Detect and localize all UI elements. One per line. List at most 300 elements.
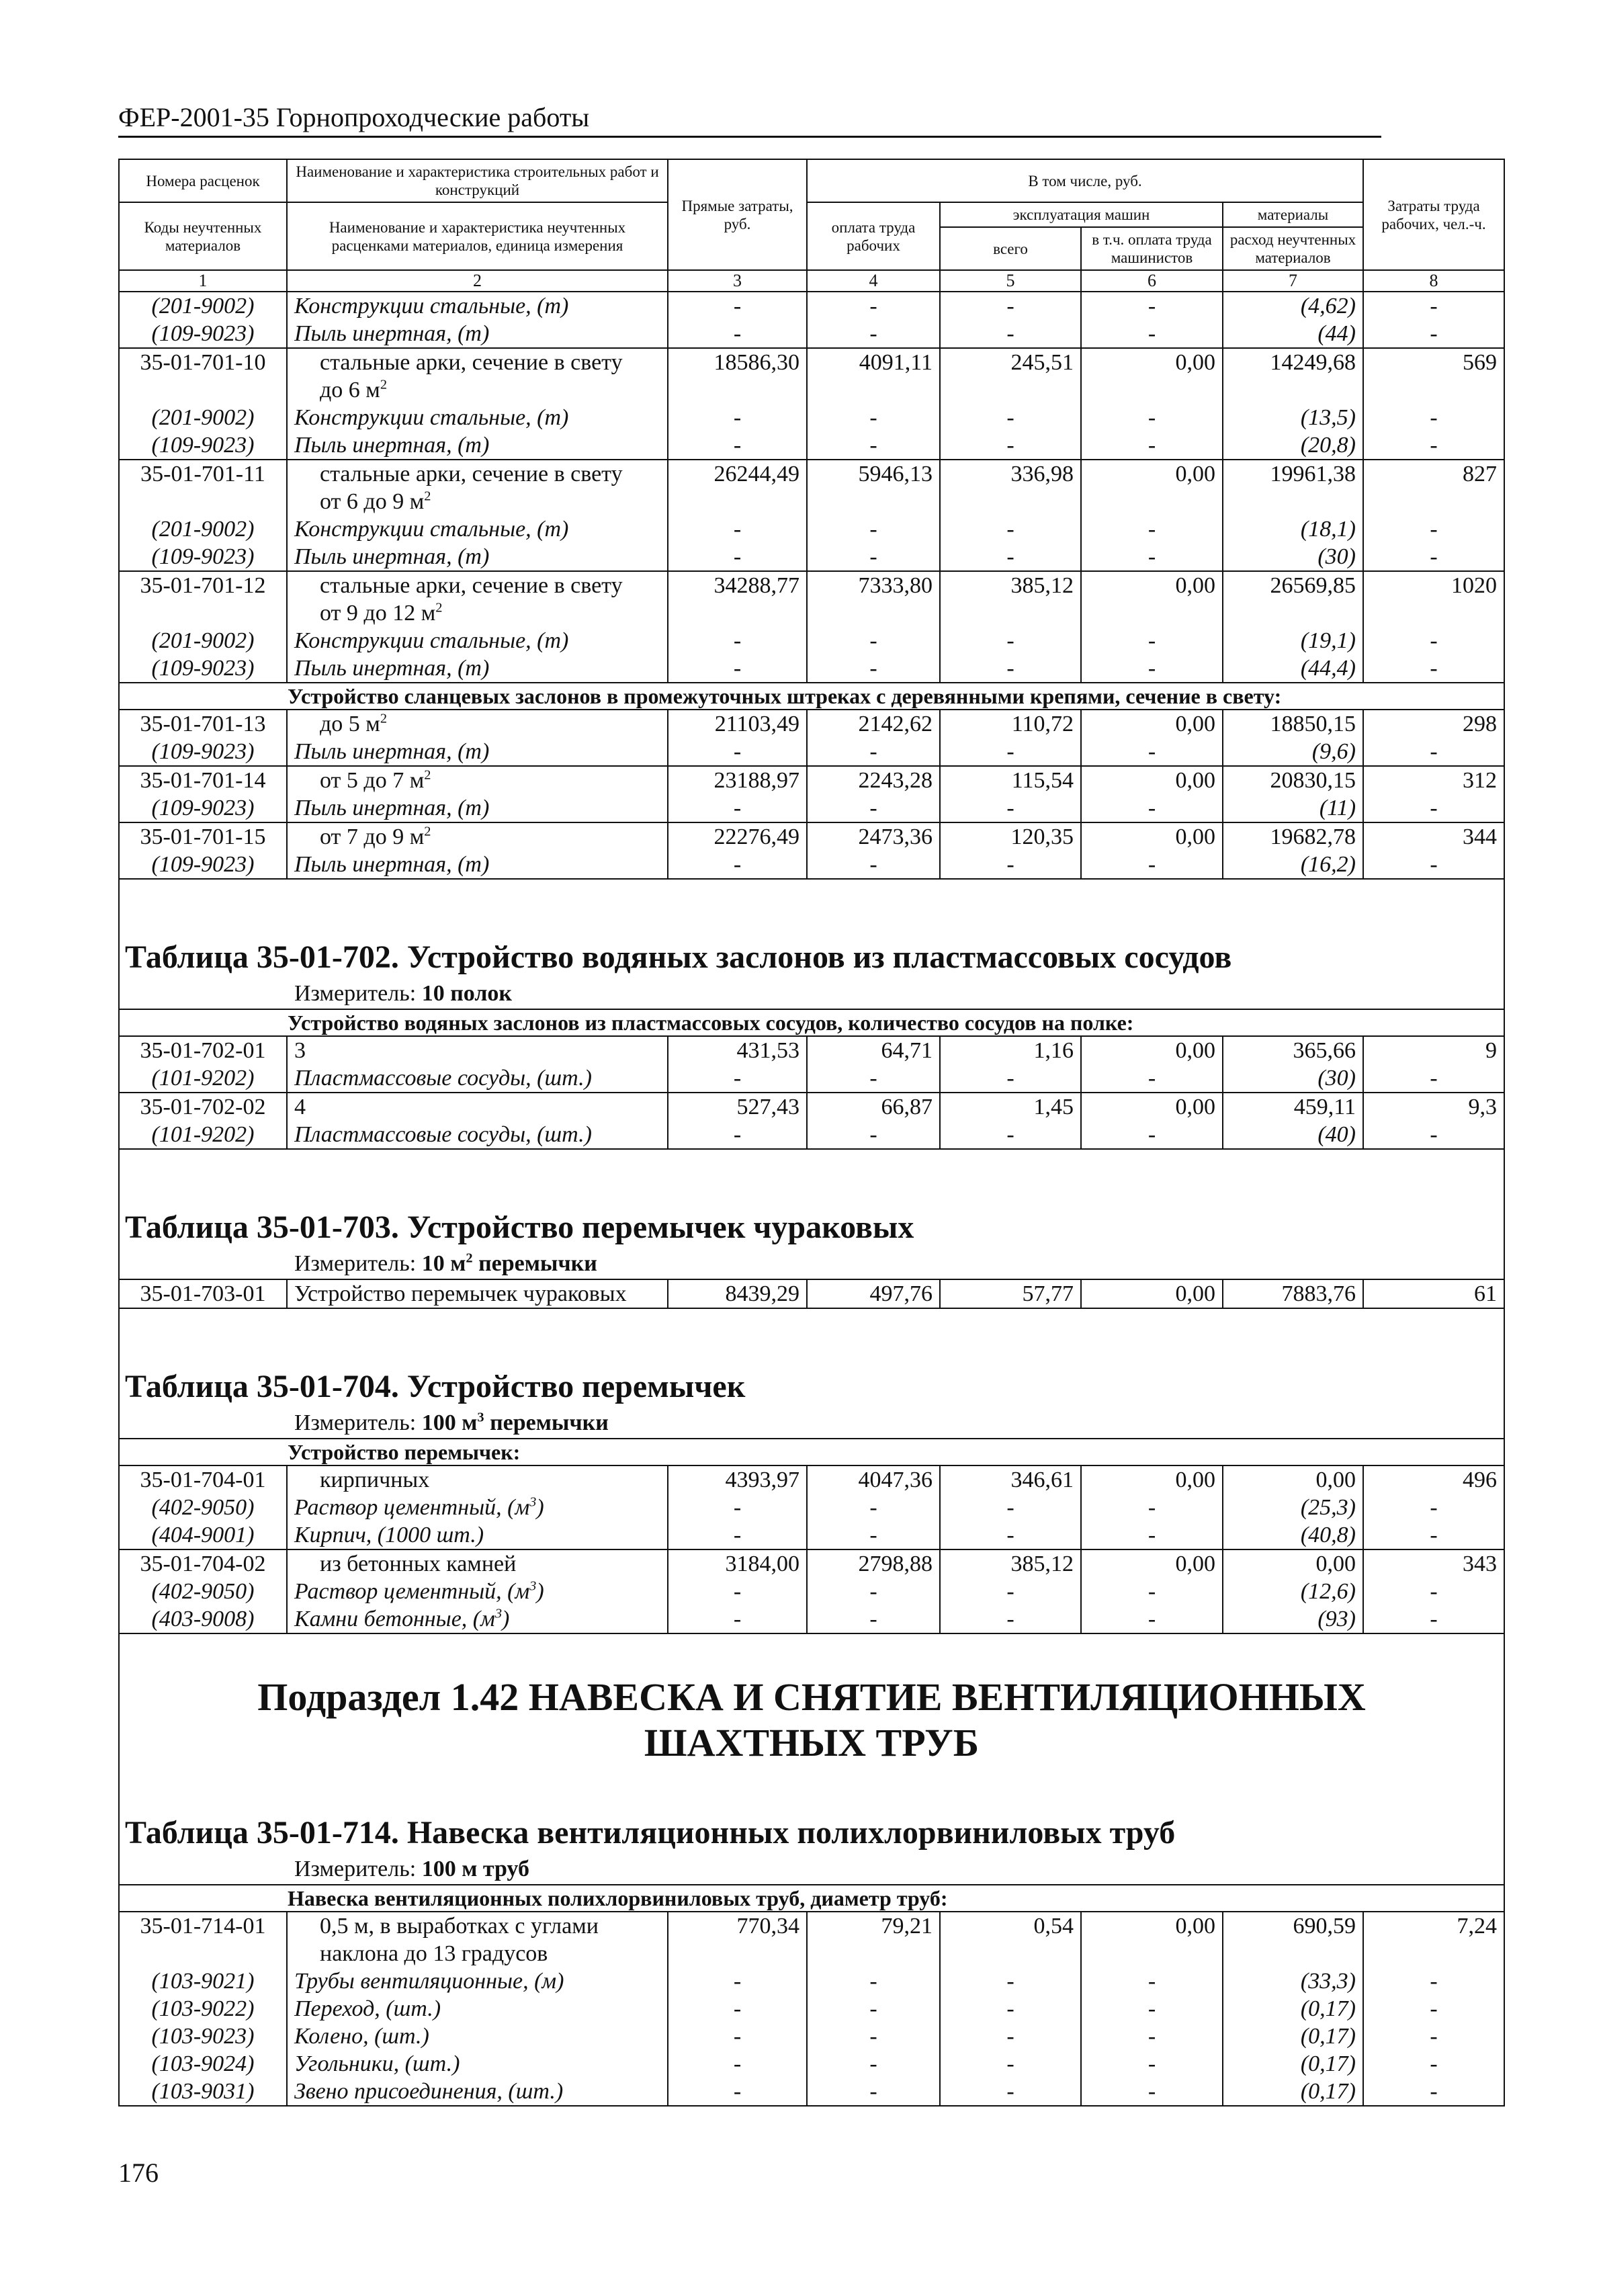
materials-value-text: (13,5): [1300, 405, 1356, 430]
row-name: [287, 2023, 668, 2050]
materials-value: [1223, 571, 1363, 627]
machinists-wages-text: -: [1148, 294, 1156, 318]
material-row: [119, 1995, 1504, 2023]
machinists-wages: [1081, 1912, 1223, 1967]
measure-label: Измеритель:: [294, 1410, 417, 1435]
machines-total: [940, 738, 1081, 766]
workers-wages-text: -: [869, 1969, 877, 1994]
row-code-text: (109-9023): [151, 796, 255, 820]
measure-label: Измеритель:: [294, 1251, 417, 1276]
machinists-wages-text: -: [1148, 1996, 1156, 2021]
row-name: [287, 1465, 668, 1494]
direct-costs-text: -: [733, 2024, 742, 2049]
rate-row: [119, 348, 1504, 404]
workers-wages-text: -: [869, 656, 877, 681]
direct-costs: [668, 1036, 807, 1064]
row-code: [119, 404, 287, 431]
materials-value-text: 690,59: [1293, 1914, 1356, 1939]
workers-wages-text: -: [869, 2024, 877, 2049]
row-name-text: от 5 до 7 м: [320, 768, 425, 793]
labor-hours-text: -: [1430, 1579, 1438, 1604]
material-row: [119, 1494, 1504, 1521]
machinists-wages-text: -: [1148, 517, 1156, 542]
workers-wages-text: -: [869, 852, 877, 877]
material-row: [119, 738, 1504, 766]
header-material-codes: Коды неучтенных материалов: [119, 202, 287, 270]
direct-costs-text: 21103,49: [714, 712, 799, 736]
row-code-text: (103-9023): [151, 2024, 255, 2049]
workers-wages: [807, 2023, 940, 2050]
workers-wages: [807, 460, 940, 515]
machines-total-text: -: [1006, 405, 1014, 430]
materials-value-text: (4,62): [1300, 294, 1356, 318]
material-row: [119, 851, 1504, 879]
workers-wages: [807, 1465, 940, 1494]
measure-label: Измеритель:: [294, 981, 417, 1006]
machinists-wages-text: -: [1148, 1607, 1156, 1631]
machines-total-text: -: [1006, 2024, 1014, 2049]
workers-wages-text: 4047,36: [858, 1468, 933, 1492]
machines-total-text: 120,35: [1010, 824, 1074, 849]
machinists-wages-text: -: [1148, 433, 1156, 458]
workers-wages: [807, 627, 940, 654]
row-name: [287, 1967, 668, 1995]
row-code-text: (402-9050): [151, 1579, 255, 1604]
machines-total-text: -: [1006, 1579, 1014, 1604]
materials-value: [1223, 794, 1363, 822]
direct-costs-text: -: [733, 1122, 742, 1147]
row-name-text: Конструкции стальные, (т): [294, 294, 569, 318]
machines-total: [940, 571, 1081, 627]
machines-total: [940, 1967, 1081, 1995]
material-row: [119, 2050, 1504, 2078]
materials-value: [1223, 1036, 1363, 1064]
row-code-text: 35-01-701-10: [140, 350, 266, 375]
row-code: [119, 794, 287, 822]
section-heading: Устройство сланцевых заслонов в промежуточных штреках с деревянными крепями, сечение в свету:: [119, 683, 1504, 710]
machines-total-text: 385,12: [1010, 573, 1074, 598]
machinists-wages-text: -: [1148, 2051, 1156, 2076]
material-row: [119, 1121, 1504, 1149]
row-name-text: из бетонных камней: [320, 1551, 517, 1576]
row-name-text: стальные арки, сечение в свету: [320, 350, 623, 375]
workers-wages-text: 7333,80: [858, 573, 933, 598]
row-name-text: Конструкции стальные, (т): [294, 628, 569, 653]
workers-wages: [807, 1549, 940, 1578]
labor-hours-text: -: [1430, 739, 1438, 764]
rate-row: [119, 1036, 1504, 1064]
column-number: 7: [1223, 270, 1363, 292]
row-code-text: (109-9023): [151, 739, 255, 764]
materials-value-text: (9,6): [1311, 739, 1356, 764]
workers-wages: [807, 794, 940, 822]
labor-hours: [1363, 1465, 1504, 1494]
workers-wages: [807, 710, 940, 738]
row-name: [287, 320, 668, 348]
materials-value-text: 19961,38: [1270, 462, 1356, 486]
machines-total-text: -: [1006, 852, 1014, 877]
labor-hours: [1363, 2050, 1504, 2078]
header-row-2: [119, 202, 1504, 227]
machinists-wages-text: -: [1148, 1495, 1156, 1520]
row-name: до 5 $м^2$: [287, 710, 668, 738]
labor-hours-text: 827: [1463, 462, 1498, 486]
row-name-text: Звено присоединения, (шт.): [294, 2079, 564, 2104]
material-row: [119, 627, 1504, 654]
machinists-wages: [1081, 1578, 1223, 1605]
machinists-wages: [1081, 1494, 1223, 1521]
workers-wages: [807, 292, 940, 320]
machinists-wages-text: -: [1148, 1066, 1156, 1091]
direct-costs: [668, 2023, 807, 2050]
direct-costs: [668, 348, 807, 404]
materials-value: [1223, 1279, 1363, 1308]
workers-wages-text: 2142,62: [858, 712, 933, 736]
materials-value: [1223, 1578, 1363, 1605]
measure-value-text: 10 м: [421, 1251, 466, 1276]
row-code-text: 35-01-704-01: [140, 1468, 266, 1492]
header-wages: оплата труда рабочих: [807, 202, 940, 270]
direct-costs: [668, 1605, 807, 1633]
materials-value: [1223, 431, 1363, 460]
row-name-text: Пыль инертная, (т): [294, 656, 490, 681]
machinists-wages: [1081, 1967, 1223, 1995]
machinists-wages: [1081, 710, 1223, 738]
materials-value-text: (12,6): [1300, 1579, 1356, 1604]
row-code-text: (404-9001): [151, 1523, 255, 1547]
row-code-text: (201-9002): [151, 294, 255, 318]
machines-total: [940, 292, 1081, 320]
materials-value: [1223, 822, 1363, 851]
machinists-wages-text: 0,00: [1175, 1914, 1215, 1939]
workers-wages-text: -: [869, 1523, 877, 1547]
measure-value-suffix: перемычки: [484, 1410, 609, 1435]
materials-value: [1223, 851, 1363, 879]
materials-value: [1223, 1064, 1363, 1093]
machines-total: [940, 1912, 1081, 1967]
section-heading-row: [119, 1439, 1504, 1465]
labor-hours: [1363, 766, 1504, 794]
labor-hours: [1363, 1036, 1504, 1064]
labor-hours-text: -: [1430, 1523, 1438, 1547]
machines-total-text: 336,98: [1010, 462, 1074, 486]
rate-row: [119, 1912, 1504, 1967]
direct-costs-text: 34288,77: [713, 573, 799, 598]
labor-hours-text: -: [1430, 796, 1438, 820]
row-name-text: Раствор цементный, (м: [294, 1579, 530, 1604]
machines-total-text: 385,12: [1010, 1551, 1074, 1576]
machinists-wages: [1081, 292, 1223, 320]
row-code: [119, 1578, 287, 1605]
direct-costs: [668, 738, 807, 766]
direct-costs-text: -: [733, 1607, 742, 1631]
labor-hours-text: 344: [1463, 824, 1498, 849]
materials-value: [1223, 654, 1363, 683]
row-code: [119, 1064, 287, 1093]
materials-value: [1223, 460, 1363, 515]
materials-value: [1223, 348, 1363, 404]
workers-wages-text: -: [869, 739, 877, 764]
column-number: 4: [807, 270, 940, 292]
row-name-text: до 5 м: [320, 712, 380, 736]
machines-total-text: -: [1006, 294, 1014, 318]
materials-value: [1223, 292, 1363, 320]
row-code: [119, 2023, 287, 2050]
machines-total-text: 115,54: [1011, 768, 1074, 793]
table-title-row: [119, 1360, 1504, 1408]
workers-wages: [807, 515, 940, 543]
labor-hours: [1363, 1912, 1504, 1967]
machinists-wages: [1081, 460, 1223, 515]
workers-wages-text: -: [869, 1122, 877, 1147]
labor-hours: [1363, 515, 1504, 543]
measure-value: [422, 981, 512, 1006]
machines-total: [940, 2023, 1081, 2050]
materials-value-text: 459,11: [1293, 1095, 1356, 1119]
row-code: [119, 1995, 287, 2023]
machinists-wages-text: -: [1148, 1579, 1156, 1604]
labor-hours-text: -: [1430, 544, 1438, 569]
machinists-wages: [1081, 627, 1223, 654]
materials-value: [1223, 1967, 1363, 1995]
direct-costs: [668, 710, 807, 738]
row-code-text: 35-01-703-01: [140, 1281, 266, 1306]
labor-hours: [1363, 2078, 1504, 2106]
workers-wages-text: 5946,13: [858, 462, 933, 486]
page-number: 176: [118, 2158, 159, 2188]
measure-row: [119, 1855, 1504, 1885]
labor-hours: [1363, 1549, 1504, 1578]
table-title: Таблица 35-01-714. Навеска вентиляционных полихлорвиниловых труб: [119, 1806, 1504, 1855]
rate-row: [119, 460, 1504, 515]
machines-total-text: -: [1006, 1607, 1014, 1631]
labor-hours-text: 7,24: [1457, 1914, 1498, 1939]
labor-hours: [1363, 1064, 1504, 1093]
machines-total: [940, 1279, 1081, 1308]
machines-total-text: -: [1006, 656, 1014, 681]
materials-value-text: 14249,68: [1270, 350, 1356, 375]
machinists-wages-text: 0,00: [1175, 712, 1215, 736]
row-name: стальные арки, сечение в свету от 6 до 9 $м^2$: [287, 460, 668, 515]
direct-costs-text: -: [733, 405, 742, 430]
labor-hours-text: 298: [1463, 712, 1498, 736]
direct-costs: [668, 822, 807, 851]
row-code: [119, 2078, 287, 2106]
labor-hours-text: -: [1430, 1607, 1438, 1631]
workers-wages-text: -: [869, 1607, 877, 1631]
direct-costs-text: -: [733, 739, 742, 764]
row-name: [287, 2078, 668, 2106]
direct-costs: [668, 1912, 807, 1967]
materials-value-text: 0,00: [1315, 1551, 1356, 1576]
workers-wages-text: -: [869, 1996, 877, 2021]
materials-value: [1223, 1465, 1363, 1494]
labor-hours-text: -: [1430, 656, 1438, 681]
direct-costs-text: 8439,29: [725, 1281, 799, 1306]
workers-wages: [807, 348, 940, 404]
machines-total: [940, 1605, 1081, 1633]
subsection-heading: Подраздел 1.42 НАВЕСКА И СНЯТИЕ ВЕНТИЛЯЦИОННЫХ ШАХТНЫХ ТРУБ: [119, 1633, 1504, 1806]
workers-wages-text: 2473,36: [858, 824, 933, 849]
machines-total: [940, 460, 1081, 515]
workers-wages-text: -: [869, 1579, 877, 1604]
materials-value-text: 18850,15: [1270, 712, 1356, 736]
direct-costs: [668, 766, 807, 794]
labor-hours: [1363, 292, 1504, 320]
material-row: [119, 431, 1504, 460]
measure-value: 10 $м^2$ перемычки: [421, 1250, 597, 1276]
direct-costs-text: -: [733, 1579, 742, 1604]
machines-total-text: -: [1006, 1495, 1014, 1520]
row-name-continued: от 9 до 12 м: [320, 601, 436, 626]
row-name: от 5 до 7 $м^2$: [287, 766, 668, 794]
direct-costs-text: -: [733, 1969, 742, 1994]
materials-value: [1223, 515, 1363, 543]
machines-total-text: -: [1006, 1122, 1014, 1147]
materials-value-text: (0,17): [1300, 2051, 1356, 2076]
rate-row: [119, 1093, 1504, 1121]
machinists-wages: [1081, 1605, 1223, 1633]
row-code: [119, 571, 287, 627]
column-number: 1: [119, 270, 287, 292]
workers-wages-text: -: [869, 433, 877, 458]
row-code-text: (101-9202): [151, 1122, 255, 1147]
direct-costs-text: 22276,49: [713, 824, 799, 849]
workers-wages-text: -: [869, 796, 877, 820]
measure-unit: [119, 1249, 1504, 1279]
materials-value: [1223, 1549, 1363, 1578]
rates-table: [118, 159, 1505, 2107]
machines-total: [940, 794, 1081, 822]
workers-wages: [807, 1121, 940, 1149]
row-name: [287, 738, 668, 766]
workers-wages-text: 4091,11: [859, 350, 933, 375]
direct-costs: [668, 1064, 807, 1093]
header-direct-costs: Прямые затраты, руб.: [668, 159, 807, 270]
row-name-text: Пыль инертная, (т): [294, 321, 490, 346]
workers-wages-text: -: [869, 321, 877, 346]
row-code: [119, 851, 287, 879]
machinists-wages-text: -: [1148, 544, 1156, 569]
row-code-text: (109-9023): [151, 544, 255, 569]
labor-hours-text: -: [1430, 405, 1438, 430]
column-number: 3: [668, 270, 807, 292]
row-name: [287, 2050, 668, 2078]
row-code-text: (109-9023): [151, 321, 255, 346]
table-title-row: [119, 931, 1504, 979]
machinists-wages-text: -: [1148, 796, 1156, 820]
measure-unit: [119, 1408, 1504, 1439]
direct-costs: [668, 2050, 807, 2078]
measure-row: [119, 1408, 1504, 1439]
machines-total-text: -: [1006, 1969, 1014, 1994]
machinists-wages: [1081, 1549, 1223, 1578]
row-name: [287, 1549, 668, 1578]
materials-value-text: (16,2): [1300, 852, 1356, 877]
row-code-text: 35-01-714-01: [140, 1914, 266, 1939]
column-number: 8: [1363, 270, 1504, 292]
workers-wages: [807, 571, 940, 627]
row-code-text: (201-9002): [151, 628, 255, 653]
direct-costs-text: 431,53: [736, 1038, 799, 1063]
material-row: [119, 404, 1504, 431]
row-code: [119, 543, 287, 571]
row-code-text: (103-9021): [151, 1969, 255, 1994]
workers-wages: [807, 1064, 940, 1093]
spacer: [119, 1308, 1504, 1360]
machinists-wages: [1081, 1093, 1223, 1121]
workers-wages-text: 2798,88: [858, 1551, 933, 1576]
labor-hours-text: -: [1430, 294, 1438, 318]
row-name: [287, 543, 668, 571]
header-material-names: Наименование и характеристика неучтенных расценками материалов, единица измерения: [287, 202, 668, 270]
labor-hours: [1363, 1093, 1504, 1121]
direct-costs-text: 770,34: [736, 1914, 799, 1939]
workers-wages-text: -: [869, 2079, 877, 2104]
labor-hours: [1363, 431, 1504, 460]
measure-value-text: 10 полок: [421, 981, 512, 1006]
row-name: [287, 431, 668, 460]
materials-value-text: 19682,78: [1270, 824, 1356, 849]
materials-value-text: (20,8): [1300, 433, 1356, 458]
row-name-text: Конструкции стальные, (т): [294, 517, 569, 542]
direct-costs: [668, 794, 807, 822]
machinists-wages: [1081, 851, 1223, 879]
row-code: [119, 766, 287, 794]
labor-hours-text: -: [1430, 517, 1438, 542]
direct-costs: [668, 1494, 807, 1521]
row-name-continued: до 6 м: [320, 378, 380, 402]
machinists-wages: [1081, 1121, 1223, 1149]
row-name: [287, 515, 668, 543]
column-number: 6: [1081, 270, 1223, 292]
row-name: стальные арки, сечение в свету от 9 до 12 $м^2$: [287, 571, 668, 627]
materials-value: [1223, 766, 1363, 794]
workers-wages-text: -: [869, 294, 877, 318]
labor-hours: [1363, 1605, 1504, 1633]
labor-hours-text: -: [1430, 1066, 1438, 1091]
labor-hours-text: 61: [1474, 1281, 1498, 1306]
row-name-text: кирпичных: [320, 1468, 430, 1492]
row-code: [119, 627, 287, 654]
direct-costs: [668, 460, 807, 515]
workers-wages: [807, 766, 940, 794]
materials-value: [1223, 1121, 1363, 1149]
machinists-wages-text: -: [1148, 321, 1156, 346]
row-code-text: (103-9031): [151, 2079, 255, 2104]
header-labor-costs: Затраты труда рабочих, чел.-ч.: [1363, 159, 1504, 270]
machinists-wages-text: -: [1148, 405, 1156, 430]
labor-hours: [1363, 2023, 1504, 2050]
labor-hours-text: 9,3: [1468, 1095, 1498, 1119]
section-heading-row: [119, 683, 1504, 710]
materials-value-text: (25,3): [1300, 1495, 1356, 1520]
labor-hours-text: -: [1430, 2024, 1438, 2049]
labor-hours: [1363, 1967, 1504, 1995]
materials-value: [1223, 1605, 1363, 1633]
direct-costs-text: 18586,30: [713, 350, 799, 375]
row-name-text: Трубы вентиляционные, (м): [294, 1969, 564, 1994]
direct-costs: [668, 431, 807, 460]
row-code: [119, 1521, 287, 1549]
header-machinists-wages: в т.ч. оплата труда машинистов: [1081, 227, 1223, 270]
labor-hours: [1363, 822, 1504, 851]
direct-costs-text: -: [733, 2079, 742, 2104]
row-name: [287, 404, 668, 431]
workers-wages-text: 497,76: [869, 1281, 933, 1306]
material-row: [119, 515, 1504, 543]
row-code: [119, 1093, 287, 1121]
